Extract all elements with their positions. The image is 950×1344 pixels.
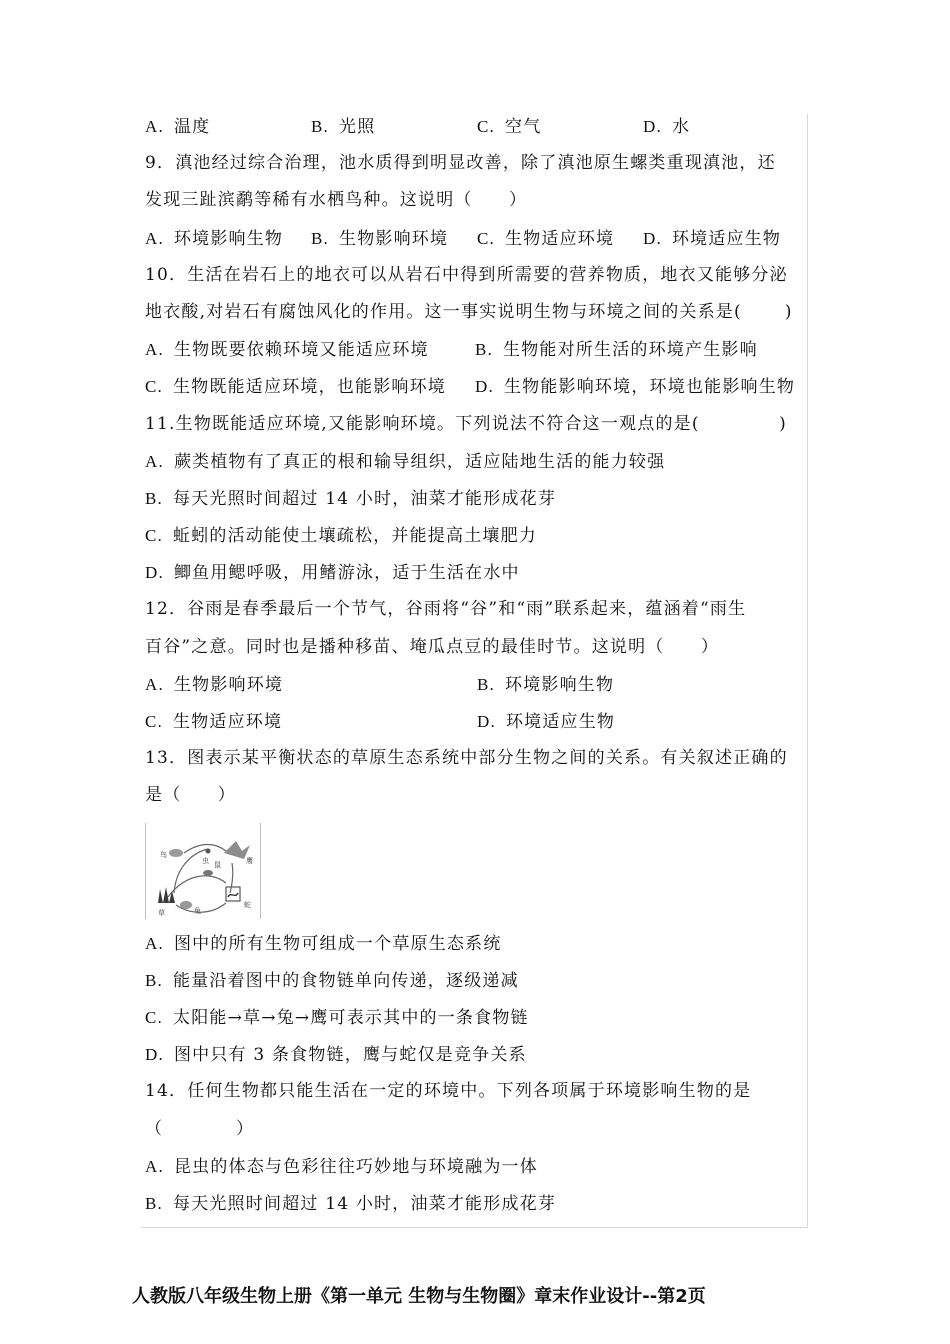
q13-stem-line1: 13．图表示某平衡状态的草原生态系统中部分生物之间的关系。有关叙述正确的 <box>145 748 788 769</box>
arrow-snake-to-hawk <box>230 863 233 893</box>
q8-options <box>145 108 809 145</box>
q14-option-a[interactable]: A. 昆虫的体态与色彩往往巧妙地与环境融为一体 <box>145 1156 538 1177</box>
q10-stem-line2: 地衣酸,对岩石有腐蚀风化的作用。这一事实说明生物与环境之间的关系是( ) <box>145 301 793 322</box>
q12-option-d[interactable]: D. 环境适应生物 <box>477 712 616 732</box>
label-bird: 鸟 <box>160 850 169 859</box>
q10-option-a[interactable]: A. 生物既要依赖环境又能适应环境 <box>145 340 429 361</box>
q12-stem-line2: 百谷”之意。同时也是播种移苗、埯瓜点豆的最佳时节。这说明（ ） <box>145 636 720 657</box>
q8-option-b[interactable]: B. 光照 <box>311 117 376 137</box>
label-snake: 蛇 <box>244 900 253 909</box>
q8-option-a[interactable]: A. 温度 <box>145 117 211 137</box>
q12-option-a[interactable]: A. 生物影响环境 <box>145 674 284 695</box>
q13-stem-line2: 是（ ） <box>145 785 236 806</box>
q10-option-c[interactable]: C. 生物既能适应环境，也能影响环境 <box>145 377 446 398</box>
q11-option-b[interactable]: B. 每天光照时间超过 14 小时，油菜才能形成花芽 <box>145 488 557 509</box>
q12-option-b[interactable]: B. 环境影响生物 <box>477 674 615 695</box>
q13-option-b[interactable]: B. 能量沿着图中的食物链单向传递，逐级递减 <box>145 970 519 991</box>
q8-option-c[interactable]: C. 空气 <box>477 117 542 137</box>
q12-stem-line1: 12．谷雨是春季最后一个节气，谷雨将“谷”和“雨”联系起来，蕴涵着“雨生 <box>145 599 747 620</box>
q9-stem-line1: 9．滇池经过综合治理，池水质得到明显改善，除了滇池原生螺类重现滇池，还 <box>145 153 776 174</box>
q13-option-d[interactable]: D. 图中只有 3 条食物链，鹰与蛇仅是竞争关系 <box>145 1045 527 1066</box>
document-content <box>145 108 809 1222</box>
q12-options-row1 <box>145 666 809 703</box>
q14-option-b[interactable]: B. 每天光照时间超过 14 小时，油菜才能形成花芽 <box>145 1193 557 1214</box>
q9-option-d[interactable]: D. 环境适应生物 <box>643 228 782 249</box>
q10-option-d[interactable]: D. 生物能影响环境，环境也能影响生物 <box>475 377 796 398</box>
q12-options-row2 <box>145 703 809 740</box>
q9-options <box>145 220 809 257</box>
arrow-bird-to-hawk <box>184 844 226 853</box>
q11-stem: 11.生物既能适应环境,又能影响环境。下列说法不符合这一观点的是( ) <box>145 413 787 434</box>
insect-shape <box>206 848 211 853</box>
q10-option-b[interactable]: B. 生物能对所生活的环境产生影响 <box>475 340 758 361</box>
q8-option-d[interactable]: D. 水 <box>643 117 691 137</box>
q9-option-c[interactable]: C. 生物适应环境 <box>477 228 615 249</box>
q13-option-c[interactable]: C. 太阳能→草→兔→鹰可表示其中的一条食物链 <box>145 1007 529 1028</box>
page-footer: 人教版八年级生物上册《第一单元 生物与生物圈》章末作业设计--第2页 <box>132 1286 706 1307</box>
grass-shape <box>158 887 175 903</box>
mouse-shape <box>203 870 213 876</box>
q11-option-d[interactable]: D. 鲫鱼用鳃呼吸，用鳍游泳，适于生活在水中 <box>145 563 520 584</box>
bird-shape <box>169 849 183 857</box>
q13-option-a[interactable]: A. 图中的所有生物可组成一个草原生态系统 <box>145 933 502 954</box>
label-mouse: 鼠 <box>214 860 223 869</box>
snake-shape <box>228 893 238 897</box>
q10-options-row1 <box>145 331 809 368</box>
label-insect: 虫 <box>202 856 211 865</box>
q11-option-c[interactable]: C. 蚯蚓的活动能使土壤疏松，并能提高土壤肥力 <box>145 526 537 547</box>
q9-option-b[interactable]: B. 生物影响环境 <box>311 228 449 249</box>
food-web-figure <box>145 823 261 919</box>
q14-stem-line2: （ ） <box>145 1118 255 1139</box>
label-hawk: 鹰 <box>246 856 255 865</box>
q10-options-row2 <box>145 368 809 405</box>
q9-stem-line2: 发现三趾滨鹬等稀有水栖鸟种。这说明（ ） <box>145 190 528 211</box>
rabbit-shape <box>180 901 192 909</box>
food-web-diagram <box>146 823 260 919</box>
q14-stem-line1: 14．任何生物都只能生活在一定的环境中。下列各项属于环境影响生物的是 <box>145 1081 752 1102</box>
q10-stem-line1: 10．生活在岩石上的地衣可以从岩石中得到所需要的营养物质，地衣又能够分泌 <box>145 264 788 285</box>
q11-option-a[interactable]: A. 蕨类植物有了真正的根和输导组织，适应陆地生活的能力较强 <box>145 451 666 472</box>
label-rabbit: 兔 <box>194 906 203 915</box>
q12-option-c[interactable]: C. 生物适应环境 <box>145 712 283 732</box>
q9-option-a[interactable]: A. 环境影响生物 <box>145 228 284 249</box>
label-grass: 草 <box>158 908 167 917</box>
